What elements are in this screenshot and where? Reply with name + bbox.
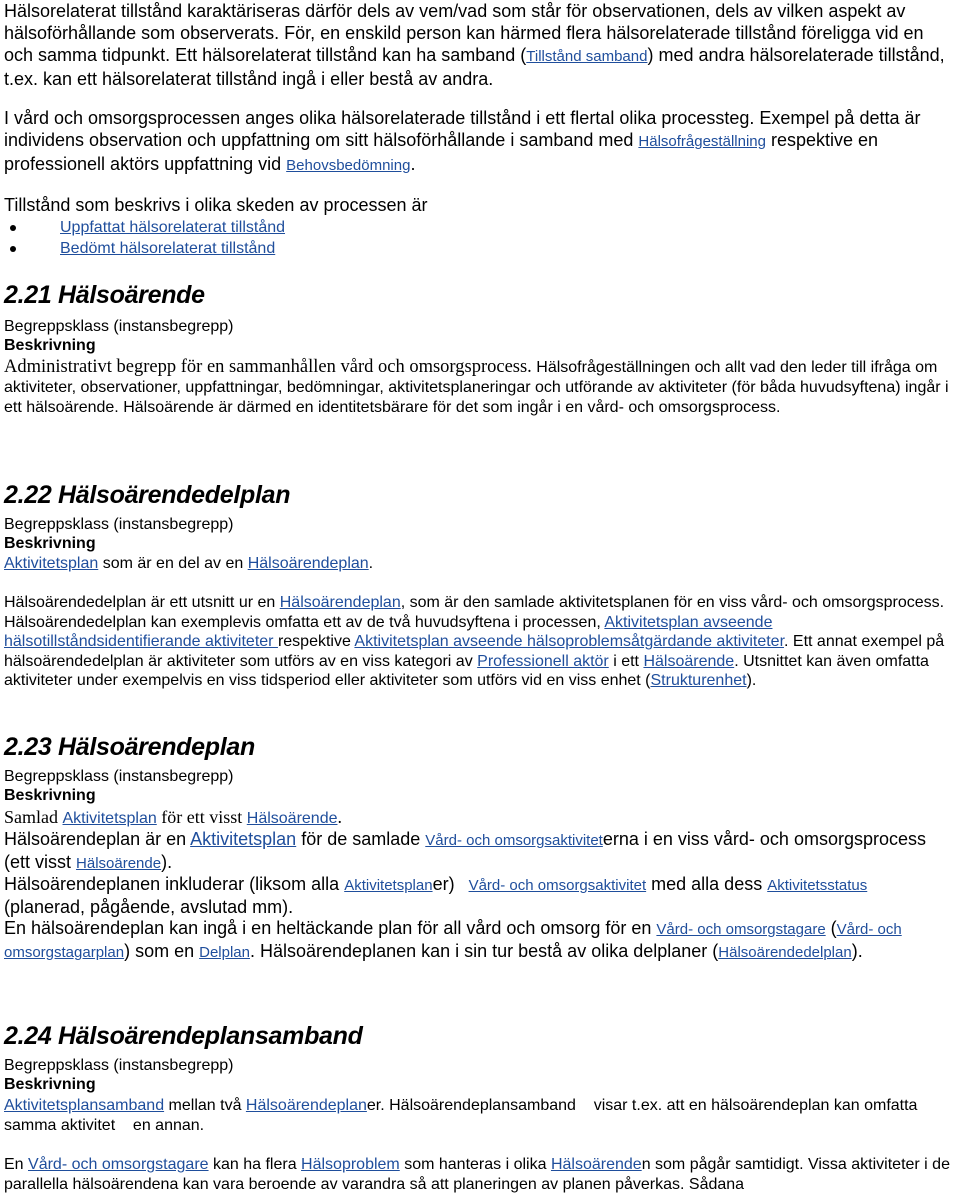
link-aktivitetsstatus[interactable]: Aktivitetsstatus bbox=[767, 877, 868, 894]
section-heading-2-21: 2.21 Hälsoärende bbox=[4, 281, 205, 309]
link-halsoarende[interactable]: Hälsoärende bbox=[643, 652, 735, 670]
section-2-24-definition: Aktivitetsplansamband mellan två Hälsoärendeplaner. Hälsoärendeplansamband visar t.ex. att en hälsoärendeplan kan omfatta samma aktivitet en annan. bbox=[4, 1097, 922, 1134]
link-aktivitetsplan[interactable]: Aktivitetsplan bbox=[344, 877, 433, 894]
intro-paragraph-3: Tillstånd som beskrivs i olika skeden av processen är bbox=[4, 195, 428, 215]
description-label: Beskrivning bbox=[4, 535, 96, 552]
link-aktivitetsplan[interactable]: Aktivitetsplan bbox=[62, 810, 157, 827]
link-bedomt-tillstand[interactable]: Bedömt hälsorelaterat tillstånd bbox=[60, 240, 276, 257]
link-vard-och-omsorgstagare[interactable]: Vård- och omsorgstagare bbox=[28, 1156, 209, 1173]
section-heading-2-22: 2.22 Hälsoärendedelplan bbox=[4, 481, 291, 509]
section-heading-2-24: 2.24 Hälsoärendeplansamband bbox=[4, 1022, 363, 1050]
concept-class: Begreppsklass (instansbegrepp) bbox=[4, 318, 234, 335]
link-aktivitetsplansamband[interactable]: Aktivitetsplansamband bbox=[4, 1097, 165, 1114]
paragraph: Hälsoärendeplan är en Aktivitetsplan för de samlade Vård- och omsorgsaktiviteterna i en viss vård- och omsorgsprocess (ett visst Hälsoärende). bbox=[4, 829, 926, 872]
section-heading-2-23: 2.23 Hälsoärendeplan bbox=[4, 733, 255, 761]
section-2-23-definition: Samlad Aktivitetsplan för ett visst Hälsoärende. bbox=[4, 807, 342, 827]
link-vard-och-omsorgstagare[interactable]: Vård- och omsorgstagare bbox=[656, 921, 826, 938]
link-vard-och-omsorgsaktivitet[interactable]: Vård- och omsorgsaktivitet bbox=[468, 877, 647, 894]
link-halsoproblem[interactable]: Hälsoproblem bbox=[301, 1156, 400, 1173]
link-halsoarende[interactable]: Hälsoärende bbox=[246, 810, 338, 827]
description-label: Beskrivning bbox=[4, 1076, 96, 1093]
link-aktivitetsplan[interactable]: Aktivitetsplan bbox=[4, 555, 99, 572]
description-label: Beskrivning bbox=[4, 787, 96, 804]
link-halsoarendedelplan[interactable]: Hälsoärendedelplan bbox=[718, 943, 852, 961]
section-2-22-definition: Aktivitetsplan som är en del av en Hälsoärendeplan. bbox=[4, 555, 374, 572]
paragraph: En hälsoärendeplan kan ingå i en heltäckande plan för all vård och omsorg för en Vård- och omsorgstagare (Vård- och omsorgstagarplan) som en Delplan. Hälsoärendeplanen kan i sin tur bestå av olika delplaner (Hälsoärendedelplan). bbox=[4, 918, 902, 961]
link-aktivitetsplan-atgardande[interactable]: Aktivitetsplan avseende hälsoproblemsåtgärdande aktiviteter bbox=[354, 633, 785, 650]
link-halsofragestallning[interactable]: Hälsofrågeställning bbox=[638, 133, 766, 150]
link-halsoarendeplan[interactable]: Hälsoärendeplan bbox=[247, 555, 369, 572]
link-uppfattat-tillstand[interactable]: Uppfattat hälsorelaterat tillstånd bbox=[60, 219, 286, 236]
section-2-24-text: En Vård- och omsorgstagare kan ha flera Hälsoproblem som hanteras i olika Hälsoärenden som pågår samtidigt. Vissa aktiviteter i de parallella hälsoärendena kan vara beroende av varandra så att planeringen av planen påverkas. Sådana bbox=[4, 1156, 950, 1193]
link-halsoarendeplan[interactable]: Hälsoärendeplan bbox=[245, 1097, 367, 1114]
link-vard-och-omsorgsaktivitet[interactable]: Vård- och omsorgsaktivitet bbox=[425, 832, 603, 849]
state-list bbox=[4, 217, 285, 259]
link-behovsbedomning[interactable]: Behovsbedömning bbox=[286, 157, 411, 174]
link-vard-och-omsorgstagarplan[interactable]: Vård- och omsorgstagarplan bbox=[4, 921, 902, 961]
list-item bbox=[4, 217, 285, 238]
intro-paragraph-1: Hälsorelaterat tillstånd karaktäriseras därför dels av vem/vad som står för observationen, dels av vilken aspekt av hälsoförhållande som observerats. För, en enskild person kan härmed flera hälsorelaterade tillstånd föreligga vid en och samma tidpunkt. Ett hälsorelaterat tillstånd kan ha samband (Tillstånd samband) med andra hälsorelaterade tillstånd, t.ex. kan ett hälsorelaterat tillstånd ingå i eller bestå av andra. bbox=[4, 1, 945, 89]
link-halsoarende[interactable]: Hälsoärende bbox=[550, 1156, 642, 1173]
link-halsoarende[interactable]: Hälsoärende bbox=[76, 854, 162, 872]
link-delplan[interactable]: Delplan bbox=[199, 943, 250, 961]
section-2-22-text: Hälsoärendedelplan är ett utsnitt ur en Hälsoärendeplan, som är den samlade aktivitetsplanen för en viss vård- och omsorgsprocess. Hälsoärendedelplan kan exemplevis omfatta ett av de två huvudsyftena i processen, Aktivitetsplan avseende hälsotillståndsidentifierande aktiviteter respektive Aktivitetsplan avseende hälsoproblemsåtgärdande aktiviteter. Ett annat exempel på hälsoärendedelplan är aktiviteter som utförs av en viss kategori av Professionell aktör i ett Hälsoärende. Utsnittet kan även omfatta aktiviteter under exempelvis en viss tidsperiod eller aktiviteter som utförs vid en viss enhet (Strukturenhet). bbox=[4, 594, 945, 689]
link-halsoarendeplan[interactable]: Hälsoärendeplan bbox=[279, 594, 401, 611]
link-professionell-aktor[interactable]: Professionell aktör bbox=[477, 652, 609, 670]
concept-class: Begreppsklass (instansbegrepp) bbox=[4, 516, 234, 533]
concept-class: Begreppsklass (instansbegrepp) bbox=[4, 1057, 234, 1074]
section-2-21-text: Administrativt begrepp för en sammanhållen vård och omsorgsprocess. Hälsofrågeställningen och allt vad den leder till ifråga om aktiviteter, observationer, uppfattningar, bedömningar, aktivitetsplaneringar och utförande av aktiviteter (för båda huvudsyftena) ingår i ett hälsoärende. Hälsoärende är därmed en identitetsbärare för det som ingår i en vård- och omsorgsprocess. bbox=[4, 357, 949, 416]
description-label: Beskrivning bbox=[4, 337, 96, 354]
concept-class: Begreppsklass (instansbegrepp) bbox=[4, 768, 234, 785]
link-aktivitetsplan-identifierande[interactable]: Aktivitetsplan avseende hälsotillståndsidentifierande aktiviteter bbox=[4, 613, 773, 650]
link-aktivitetsplan[interactable]: Aktivitetsplan bbox=[190, 829, 297, 849]
list-item bbox=[4, 238, 285, 259]
link-tillstand-samband[interactable]: Tillstånd samband bbox=[526, 48, 648, 65]
paragraph: Hälsoärendeplanen inkluderar (liksom alla Aktivitetsplaner) Vård- och omsorgsaktivitet med alla dess Aktivitetsstatus (planerad, pågående, avslutad mm). bbox=[4, 874, 868, 917]
section-2-23-text bbox=[4, 829, 950, 963]
intro-paragraph-2: I vård och omsorgsprocessen anges olika hälsorelaterade tillstånd i ett flertal olika processteg. Exempel på detta är individens observation och uppfattning om sitt hälsoförhållande i samband med Hälsofrågeställning respektive en professionell aktörs uppfattning vid Behovsbedömning. bbox=[4, 108, 921, 174]
link-strukturenhet[interactable]: Strukturenhet bbox=[650, 672, 747, 689]
